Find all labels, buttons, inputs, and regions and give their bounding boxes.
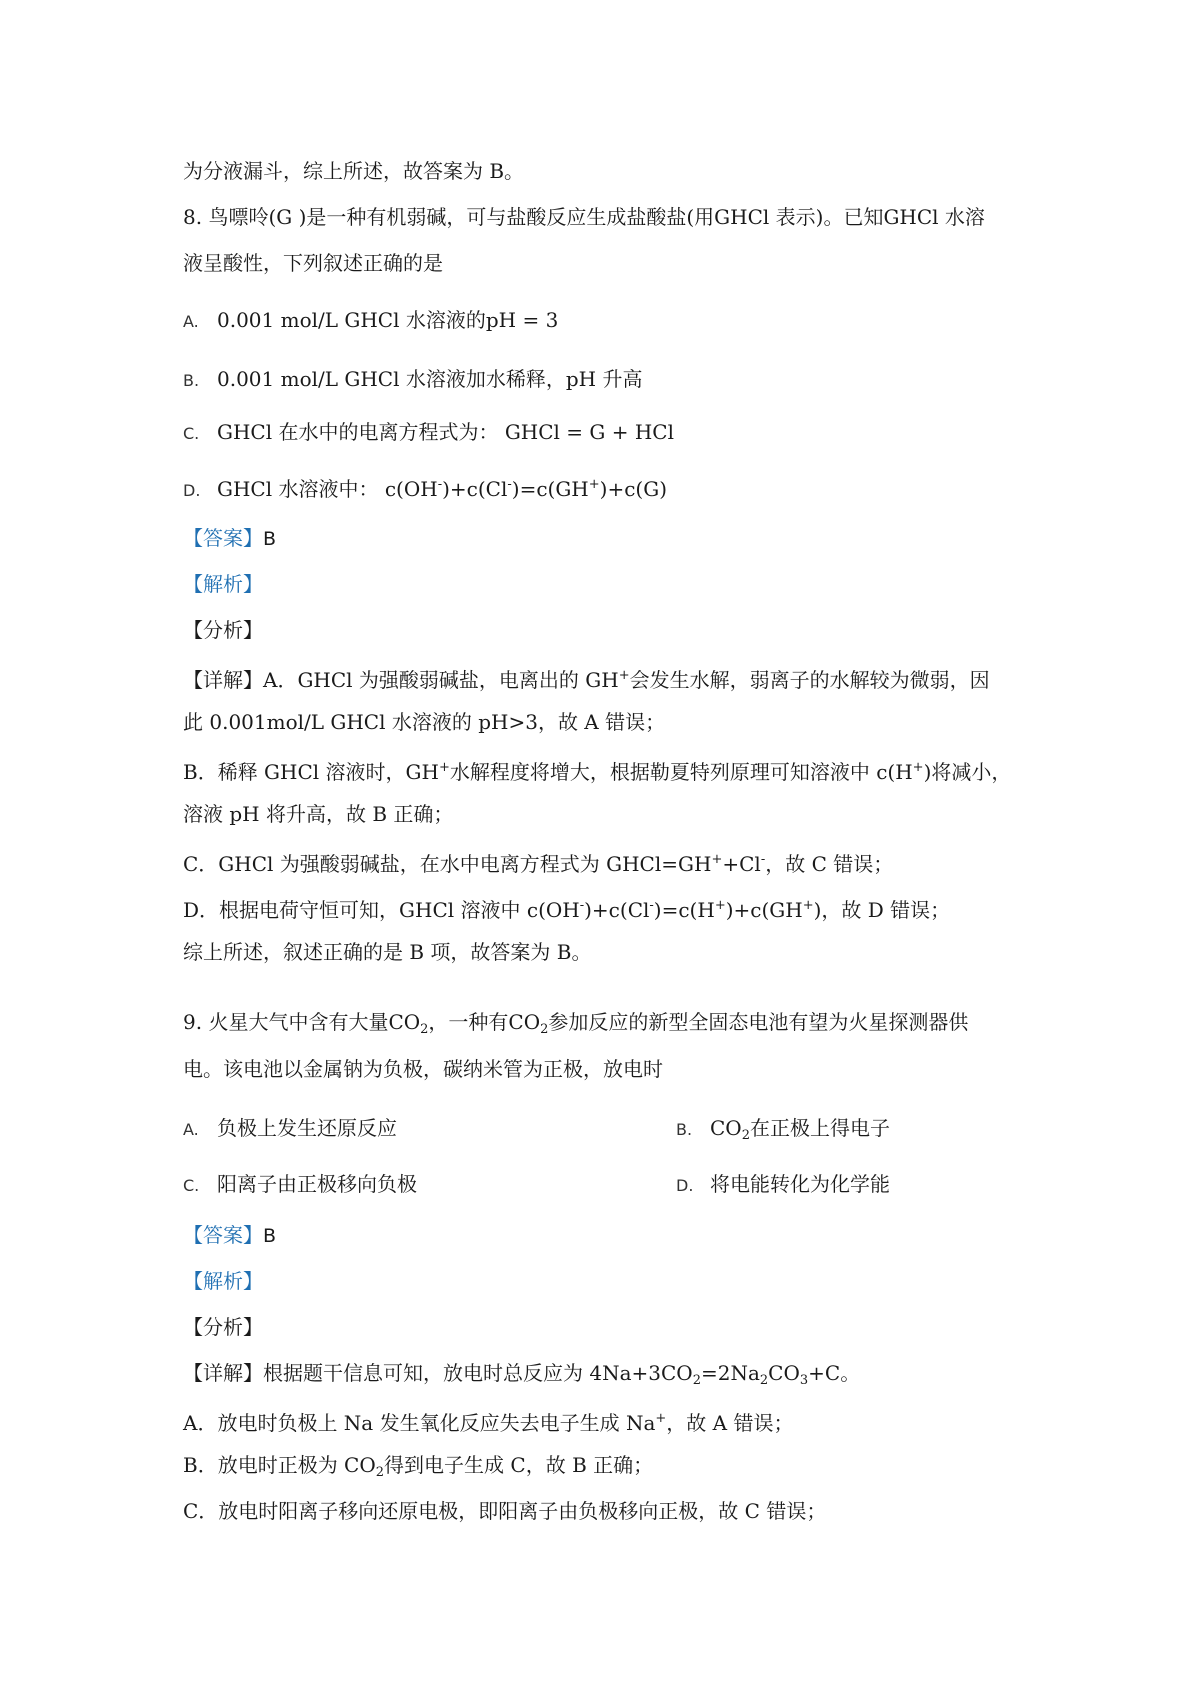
option-text: 负极上发生还原反应	[217, 1116, 397, 1140]
text: 参加反应的新型全固态电池有望为火星探测器供	[548, 1010, 969, 1034]
charge: -	[760, 852, 766, 867]
option-text	[217, 477, 667, 501]
detail-tag: 【详解】	[183, 1361, 263, 1385]
formula-part: )=c(GH	[511, 477, 589, 501]
option-text: 0.001 mol/L GHCl 水溶液加水稀释，pH 升高	[217, 367, 643, 391]
subscript: 2	[741, 1128, 750, 1143]
option-text	[710, 1116, 890, 1143]
q8-fenxi-tag: 【分析】	[183, 618, 263, 642]
text: ，故 C 错误；	[765, 852, 894, 876]
formula-part: )+c(G)	[599, 477, 667, 501]
text: 得到电子生成 C，故 B 正确；	[384, 1453, 654, 1477]
charge: +	[588, 477, 600, 492]
text: C．GHCl 为强酸弱碱盐，在水中电离方程式为 GHCl=GH	[183, 852, 712, 876]
q8-detail-a-line2: 此 0.001mol/L GHCl 水溶液的 pH>3，故 A 错误；	[183, 710, 666, 734]
text: 根据题干信息可知，放电时总反应为 4Na+3CO	[263, 1361, 693, 1385]
q9-fenxi-tag: 【分析】	[183, 1315, 263, 1339]
text: 9. 火星大气中含有大量CO	[183, 1010, 421, 1034]
option-letter: B.	[676, 1120, 693, 1139]
q9-option-c	[183, 1170, 417, 1200]
option-letter: C.	[183, 1176, 200, 1195]
text: +Cl	[722, 852, 761, 876]
text: ，一种有CO	[428, 1010, 541, 1034]
option-text: 0.001 mol/L GHCl 水溶液的pH = 3	[217, 308, 559, 332]
formula-part: GHCl 水溶液中： c(OH	[217, 477, 438, 501]
q8-detail-b-line1	[183, 754, 1011, 786]
q8-summary: 综上所述，叙述正确的是 B 项，故答案为 B。	[183, 940, 592, 964]
q8-detail-b-line2: 溶液 pH 将升高，故 B 正确；	[183, 802, 454, 826]
answer-tag: 【答案】	[183, 1223, 263, 1247]
option-letter: D.	[676, 1176, 694, 1195]
text: D．根据电荷守恒可知，GHCl 溶液中 c(OH	[183, 898, 580, 922]
charge: +	[711, 852, 723, 867]
option-text: GHCl 在水中的电离方程式为： GHCl = G + HCl	[217, 420, 675, 444]
text: A．GHCl 为强酸弱碱盐，电离出的 GH	[263, 668, 619, 692]
text: CO	[768, 1361, 800, 1385]
intro-line: 为分液漏斗，综上所述，故答案为 B。	[183, 159, 525, 183]
answer-value: B	[263, 528, 277, 550]
text: 会发生水解，弱离子的水解较为微弱，因	[629, 668, 990, 692]
q9-analysis-tag: 【解析】	[183, 1269, 263, 1293]
text: =2Na	[700, 1361, 760, 1385]
q8-detail-c	[183, 846, 893, 878]
option-letter: A.	[183, 312, 199, 331]
text: 在正极上得电子	[749, 1116, 890, 1140]
q9-detail-b	[183, 1451, 653, 1487]
q9-detail-line	[183, 1359, 860, 1395]
answer-value: B	[263, 1225, 277, 1247]
q8-option-d	[183, 471, 667, 505]
q9-option-a	[183, 1114, 397, 1144]
subscript: 2	[759, 1373, 769, 1388]
text: )+c(Cl	[584, 898, 650, 922]
formula-part: )+c(Cl	[442, 477, 508, 501]
text: CO	[710, 1116, 742, 1140]
charge: +	[655, 1411, 667, 1426]
charge: -	[437, 477, 443, 492]
option-letter: C.	[183, 424, 200, 443]
text: )+c(GH	[725, 898, 803, 922]
q8-option-a	[183, 306, 558, 336]
charge: -	[579, 898, 585, 913]
text: )=c(H	[653, 898, 715, 922]
option-letter: D.	[183, 481, 201, 500]
q8-option-b	[183, 365, 642, 395]
option-text: 阳离子由正极移向负极	[217, 1172, 417, 1196]
subscript: 2	[420, 1022, 429, 1037]
charge: +	[802, 898, 814, 913]
option-letter: B.	[183, 371, 200, 390]
q9-stem-line1	[183, 1008, 968, 1044]
charge: +	[912, 760, 924, 775]
text: ，故 A 错误；	[666, 1411, 794, 1435]
text: +C。	[808, 1361, 861, 1385]
answer-tag: 【答案】	[183, 526, 263, 550]
text: B．放电时正极为 CO	[183, 1453, 376, 1477]
text: 水解程度将增大，根据勒夏特列原理可知溶液中 c(H	[449, 760, 913, 784]
subscript: 2	[540, 1022, 549, 1037]
charge: +	[438, 760, 450, 775]
q9-answer	[183, 1221, 276, 1250]
text: )将减小，	[923, 760, 1012, 784]
q8-detail-a-line1	[183, 662, 990, 694]
subscript: 2	[375, 1465, 385, 1480]
q8-stem-line1: 8. 鸟嘌呤(G )是一种有机弱碱，可与盐酸反应生成盐酸盐(用GHCl 表示)。已知GHCl 水溶	[183, 205, 985, 229]
text: A．放电时负极上 Na 发生氧化反应失去电子生成 Na	[183, 1411, 656, 1435]
q8-analysis-tag: 【解析】	[183, 572, 263, 596]
q9-stem-line2: 电。该电池以金属钠为负极，碳纳米管为正极，放电时	[183, 1057, 663, 1081]
option-letter: A.	[183, 1120, 199, 1139]
charge: -	[507, 477, 512, 492]
charge: +	[618, 668, 630, 683]
q9-option-d	[676, 1170, 890, 1200]
option-text: 将电能转化为化学能	[710, 1172, 890, 1196]
subscript: 2	[692, 1373, 701, 1388]
q9-option-b	[676, 1114, 890, 1150]
detail-tag: 【详解】	[183, 668, 263, 692]
subscript: 3	[799, 1373, 809, 1388]
q8-stem-line2: 液呈酸性，下列叙述正确的是	[183, 251, 443, 275]
q8-answer	[183, 524, 276, 553]
charge: +	[714, 898, 726, 913]
text: B．稀释 GHCl 溶液时，GH	[183, 760, 439, 784]
q8-option-c	[183, 418, 674, 448]
text: )，故 D 错误；	[813, 898, 951, 922]
q8-detail-d	[183, 892, 950, 924]
charge: -	[649, 898, 654, 913]
q9-detail-a	[183, 1405, 793, 1437]
q9-detail-c: C．放电时阳离子移向还原电极，即阳离子由负极移向正极，故 C 错误；	[183, 1499, 827, 1523]
